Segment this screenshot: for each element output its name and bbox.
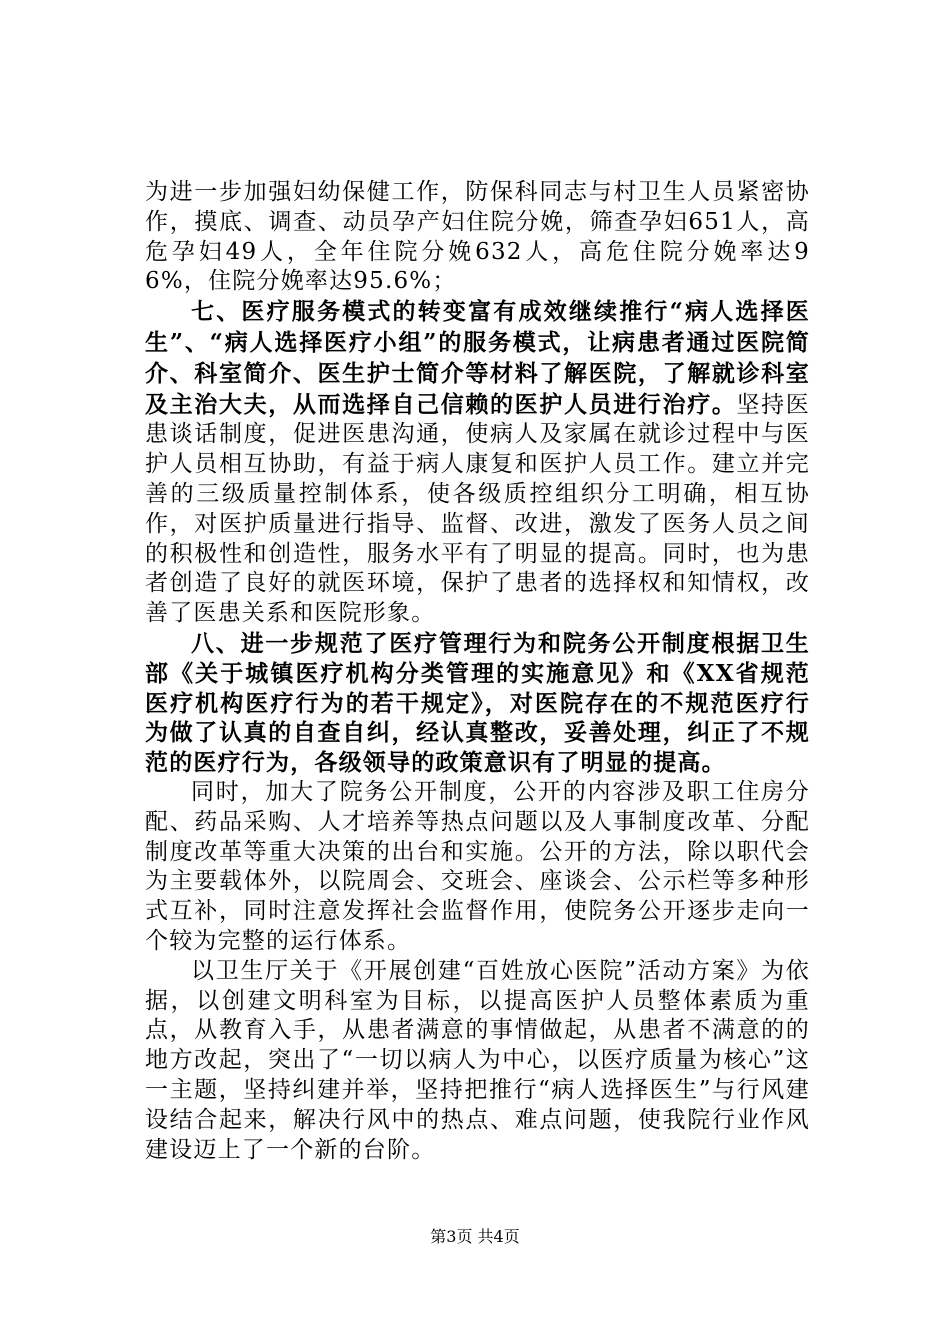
document-body xyxy=(145,178,810,1165)
paragraph-service-model-body: 坚持医患谈话制度，促进医患沟通，使病人及家属在就诊过程中与医护人员相互协助，有益于病人康复和医护人员工作。建立并完善的三级质量控制体系，使各级质控组织分工明确，相互协作，对医护质量进行指导、监督、改进，激发了医务人员之间的积极性和创造性，服务水平有了明显的提高。同时，也为患者创造了良好的就医环境，保护了患者的选择权和知情权，改善了医患关系和医院形象。 xyxy=(145,391,810,627)
paragraph-service-model-heading: 七、医疗服务模式的转变富有成效继续推行“病人选择医生”、“病人选择医疗小组”的服务模式，让病患者通过医院简介、科室简介、医生护士简介等材料了解医院，了解就诊科室及主治大夫，从而选择自己信赖的医护人员进行治疗。 xyxy=(145,298,810,418)
paragraph-medical-management: 八、进一步规范了医疗管理行为和院务公开制度根据卫生部《关于城镇医疗机构分类管理的实施意见》和《XX省规范医疗机构医疗行为的若干规定》，对医院存在的不规范医疗行为做了认真的自查自纠，经认真整改，妥善处理，纠正了不规范的医疗行为，各级领导的政策意识有了明显的提高。 xyxy=(145,629,810,777)
paragraph-hospital-affairs: 同时，加大了院务公开制度，公开的内容涉及职工住房分配、药品采购、人才培养等热点问题以及人事制度改革、分配制度改革等重大决策的出台和实施。公开的方法，除以职代会为主要载体外，以院周会、交班会、座谈会、公示栏等多种形式互补，同时注意发挥社会监督作用，使院务公开逐步走向一个较为完整的运行体系。 xyxy=(145,778,810,954)
paragraph-service-model xyxy=(145,297,810,629)
page-number-footer: 第3页 共4页 xyxy=(430,1227,520,1246)
paragraph-maternal-health: 为进一步加强妇幼保健工作，防保科同志与村卫生人员紧密协作，摸底、调查、动员孕产妇住院分娩，筛查孕妇651人，高危孕妇49人，全年住院分娩632人，高危住院分娩率达96%，住院分娩率达95.6%； xyxy=(145,179,810,295)
paragraph-assured-hospital: 以卫生厅关于《开展创建“百姓放心医院”活动方案》为依据，以创建文明科室为目标，以提高医护人员整体素质为重点，从教育入手，从患者满意的事情做起，从患者不满意的的地方改起，突出了“一切以病人为中心，以医疗质量为核心”这一主题，坚持纠建并举，坚持把推行“病人选择医生”与行风建设结合起来，解决行风中的热点、难点问题，使我院行业作风建设迈上了一个新的台阶。 xyxy=(145,957,810,1163)
